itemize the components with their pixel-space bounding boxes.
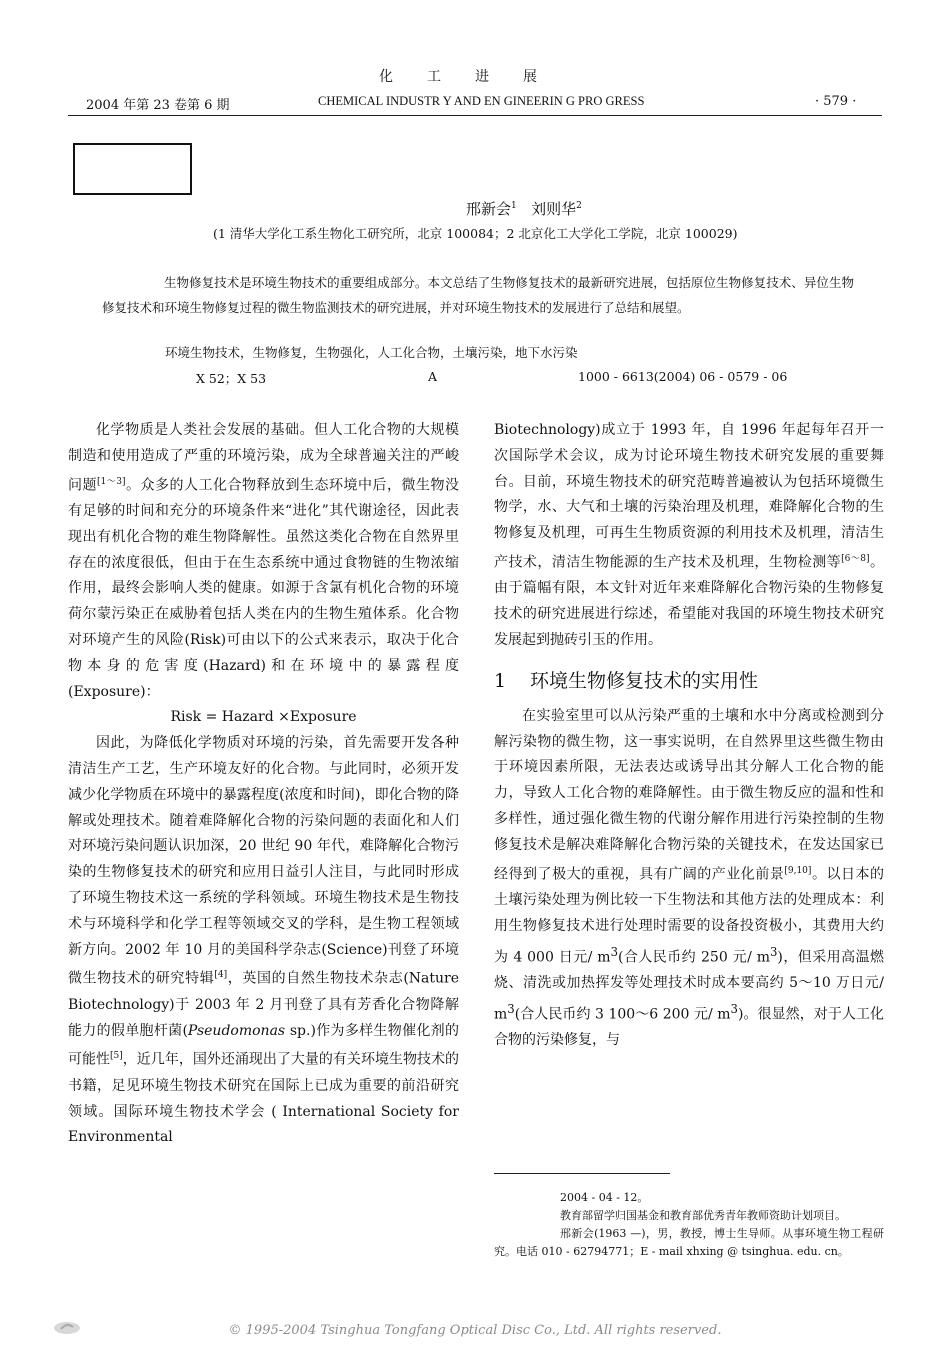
paragraph <box>494 704 884 1054</box>
author-2: 刘则华 <box>531 200 577 218</box>
paragraph <box>68 731 459 1151</box>
footnote-fund: 教育部留学归国基金和教育部优秀青年教师资助计划项目。 <box>560 1209 846 1222</box>
title-box <box>73 143 192 195</box>
superscript: 3 <box>507 1001 515 1016</box>
formula: Risk = Hazard ×Exposure <box>170 709 357 726</box>
citation: [5] <box>110 1051 123 1062</box>
text: (合人民币约 3 100～6 200 元/ m <box>514 1006 731 1023</box>
superscript: 3 <box>769 944 778 959</box>
footnote-received: 2004 - 04 - 12。 <box>560 1191 649 1204</box>
section-heading <box>494 668 884 694</box>
text: sp.)作为多样生物催化剂的可能性 <box>68 1022 459 1069</box>
text: ，英国的自然生物技术杂志(Nature Biotechnology)于 2003 年 2 月刊登了具有芳香化合物降解能力的假单胞杆菌( <box>68 971 460 1039</box>
species-name: Pseudomonas <box>187 1022 286 1039</box>
copyright-notice: © 1995-2004 Tsinghua Tongfang Optical Disc Co., Ltd. All rights reserved. <box>228 1323 722 1338</box>
text: Biotechnology)成立于 1993 年，自 1996 年起每年召开一次国际学术会议，成为讨论环境生物技术研究发展的重要舞台。目前，环境生物技术的研究范畴普遍被认为包括环境微生物学，水、大气和土壤的污染治理及机理，难降解化合物的生物修复及机理，可再生生物质资源的利用技术及机理，清洁生产技术，清洁生物能源的生产技术及机理，生物检测等 <box>494 422 884 571</box>
author-1: 邢新会 <box>466 200 512 218</box>
right-column <box>494 418 884 1054</box>
author-2-sup: 2 <box>576 201 582 211</box>
section-number: 1 <box>494 669 507 692</box>
document-code: A <box>428 369 438 384</box>
citation: [4] <box>214 970 228 981</box>
author-1-sup: 1 <box>511 201 517 211</box>
issue-info: 2004 年第 23 卷第 6 期 <box>86 98 230 113</box>
citation: [1～3] <box>97 476 126 487</box>
journal-title-en: CHEMICAL INDUSTR Y AND EN GINEERIN G PRO GRESS <box>318 94 645 108</box>
paragraph <box>494 418 884 654</box>
affiliation: (1 清华大学化工系生物化工研究所，北京 100084；2 北京化工大学化工学院，北京 100029) <box>213 226 738 241</box>
journal-title-cn: 化工进展 <box>379 69 571 85</box>
text: 在实验室里可以从污染严重的土壤和水中分离或检测到分解污染物的微生物，这一事实说明，在自然界里这些微生物由于环境因素所限，无法表达或诱导出其分解人工化合物的能力，导致人工化合物的难降解性。由于微生物反应的温和性和多样性，通过强化微生物的代谢分解作用进行污染控制的生物修复技术是解决难降解化合物污染的关键技术，在发达国家已经得到了极大的重视，具有广阔的产业化前景 <box>494 707 884 883</box>
superscript: 3 <box>610 944 618 959</box>
superscript: 3 <box>730 1001 738 1016</box>
text: 化学物质是人类社会发展的基础。但人工化合物的大规模制造和使用造成了严重的环境污染，成为全球普遍关注的严峻问题 <box>68 422 459 494</box>
header-rule <box>68 115 882 116</box>
page-number: · 579 · <box>815 94 857 109</box>
text: ，近几年，国外还涌现出了大量的有关环境生物技术的书籍，足见环境生物技术研究在国际上已成为重要的前沿研究领域。国际环境生物技术学会 ( International Society for Environmental <box>68 1052 460 1146</box>
section-title: 环境生物修复技术的实用性 <box>530 669 759 692</box>
footnotes <box>494 1189 884 1261</box>
authors <box>466 198 582 219</box>
article-id: 1000 - 6613(2004) 06 - 0579 - 06 <box>578 369 788 384</box>
citation: [6～8] <box>841 553 870 564</box>
text: 。由于篇幅有限，本文针对近年来难降解化合物污染的生物修复技术的研究进展进行综述，希望能对我国的环境生物技术研究发展起到抛砖引玉的作用。 <box>494 554 884 649</box>
abstract: 生物修复技术是环境生物技术的重要组成部分。本文总结了生物修复技术的最新研究进展，包括原位生物修复技术、异位生物修复技术和环境生物修复过程的微生物监测技术的研究进展，并对环境生物技术的发展进行了总结和展望。 <box>102 275 854 315</box>
text: )，但采用高温燃烧、清洗或加热挥发等处理技术时成本要高约 5～10 万日元/ m <box>494 949 884 1023</box>
paragraph <box>68 418 459 705</box>
text: 。众多的人工化合物释放到生态环境中后，微生物没有足够的时间和充分的环境条件来“进化”其代谢途径，因此表现出有机化合物的难生物降解性。虽然这类化合物在自然界里存在的浓度很低，但由于在生态系统中通过食物链的生物浓缩作用，最终会影响人类的健康。如源于含氯有机化合物的环境荷尔蒙污染正在威胁着包括人类在内的生物生殖体系。化合物对环境产生的风险(Risk)可由以下的公式来表示，取决于化合物本身的危害度(Hazard)和在环境中的暴露程度(Exposure)： <box>68 477 460 700</box>
left-column <box>68 418 459 1151</box>
clc-number: X 52；X 53 <box>196 371 267 386</box>
keywords: 环境生物技术，生物修复，生物强化，人工化合物，土壤污染，地下水污染 <box>165 345 578 360</box>
text: 因此，为降低化学物质对环境的污染，首先需要开发各种清洁生产工艺，生产环境友好的化合物。与此同时，必须开发减少化学物质在环境中的暴露程度(浓度和时间)，即化合物的降解或处理技术。随着难降解化合物的污染问题的表面化和人们对环境污染问题认识加深，20 世纪 90 年代，难降解化合物污染的生物修复技术的研究和应用日益引人注目，与此同时形成了环境生物技术这一系统的学科领域。环境生物技术是生物技术与环境科学和化学工程等领域交叉的学科，是生物工程领域新方向。2002 年 10 月的美国科学杂志(Science)刊登了环境微生物技术的研究特辑 <box>68 735 459 988</box>
footnote-author-bio: 邢新会(1963 —)，男，教授，博士生导师。从事环境生物工程研究。电话 010 - 62794771；E - mail xhxing @ tsinghua. edu. cn。 <box>494 1227 884 1258</box>
footnote-rule <box>494 1173 670 1174</box>
text: (合人民币约 250 元/ m <box>617 949 770 966</box>
text: )。很显然，对于人工化合物的污染修复，与 <box>494 1006 884 1049</box>
citation: [9,10] <box>784 865 812 876</box>
text: 。以日本的土壤污染处理为例比较一下生物法和其他方法的处理成本：利用生物修复技术进行处理时需要的设备投资极小，其费用大约为 4 000 日元/ m <box>494 866 885 966</box>
